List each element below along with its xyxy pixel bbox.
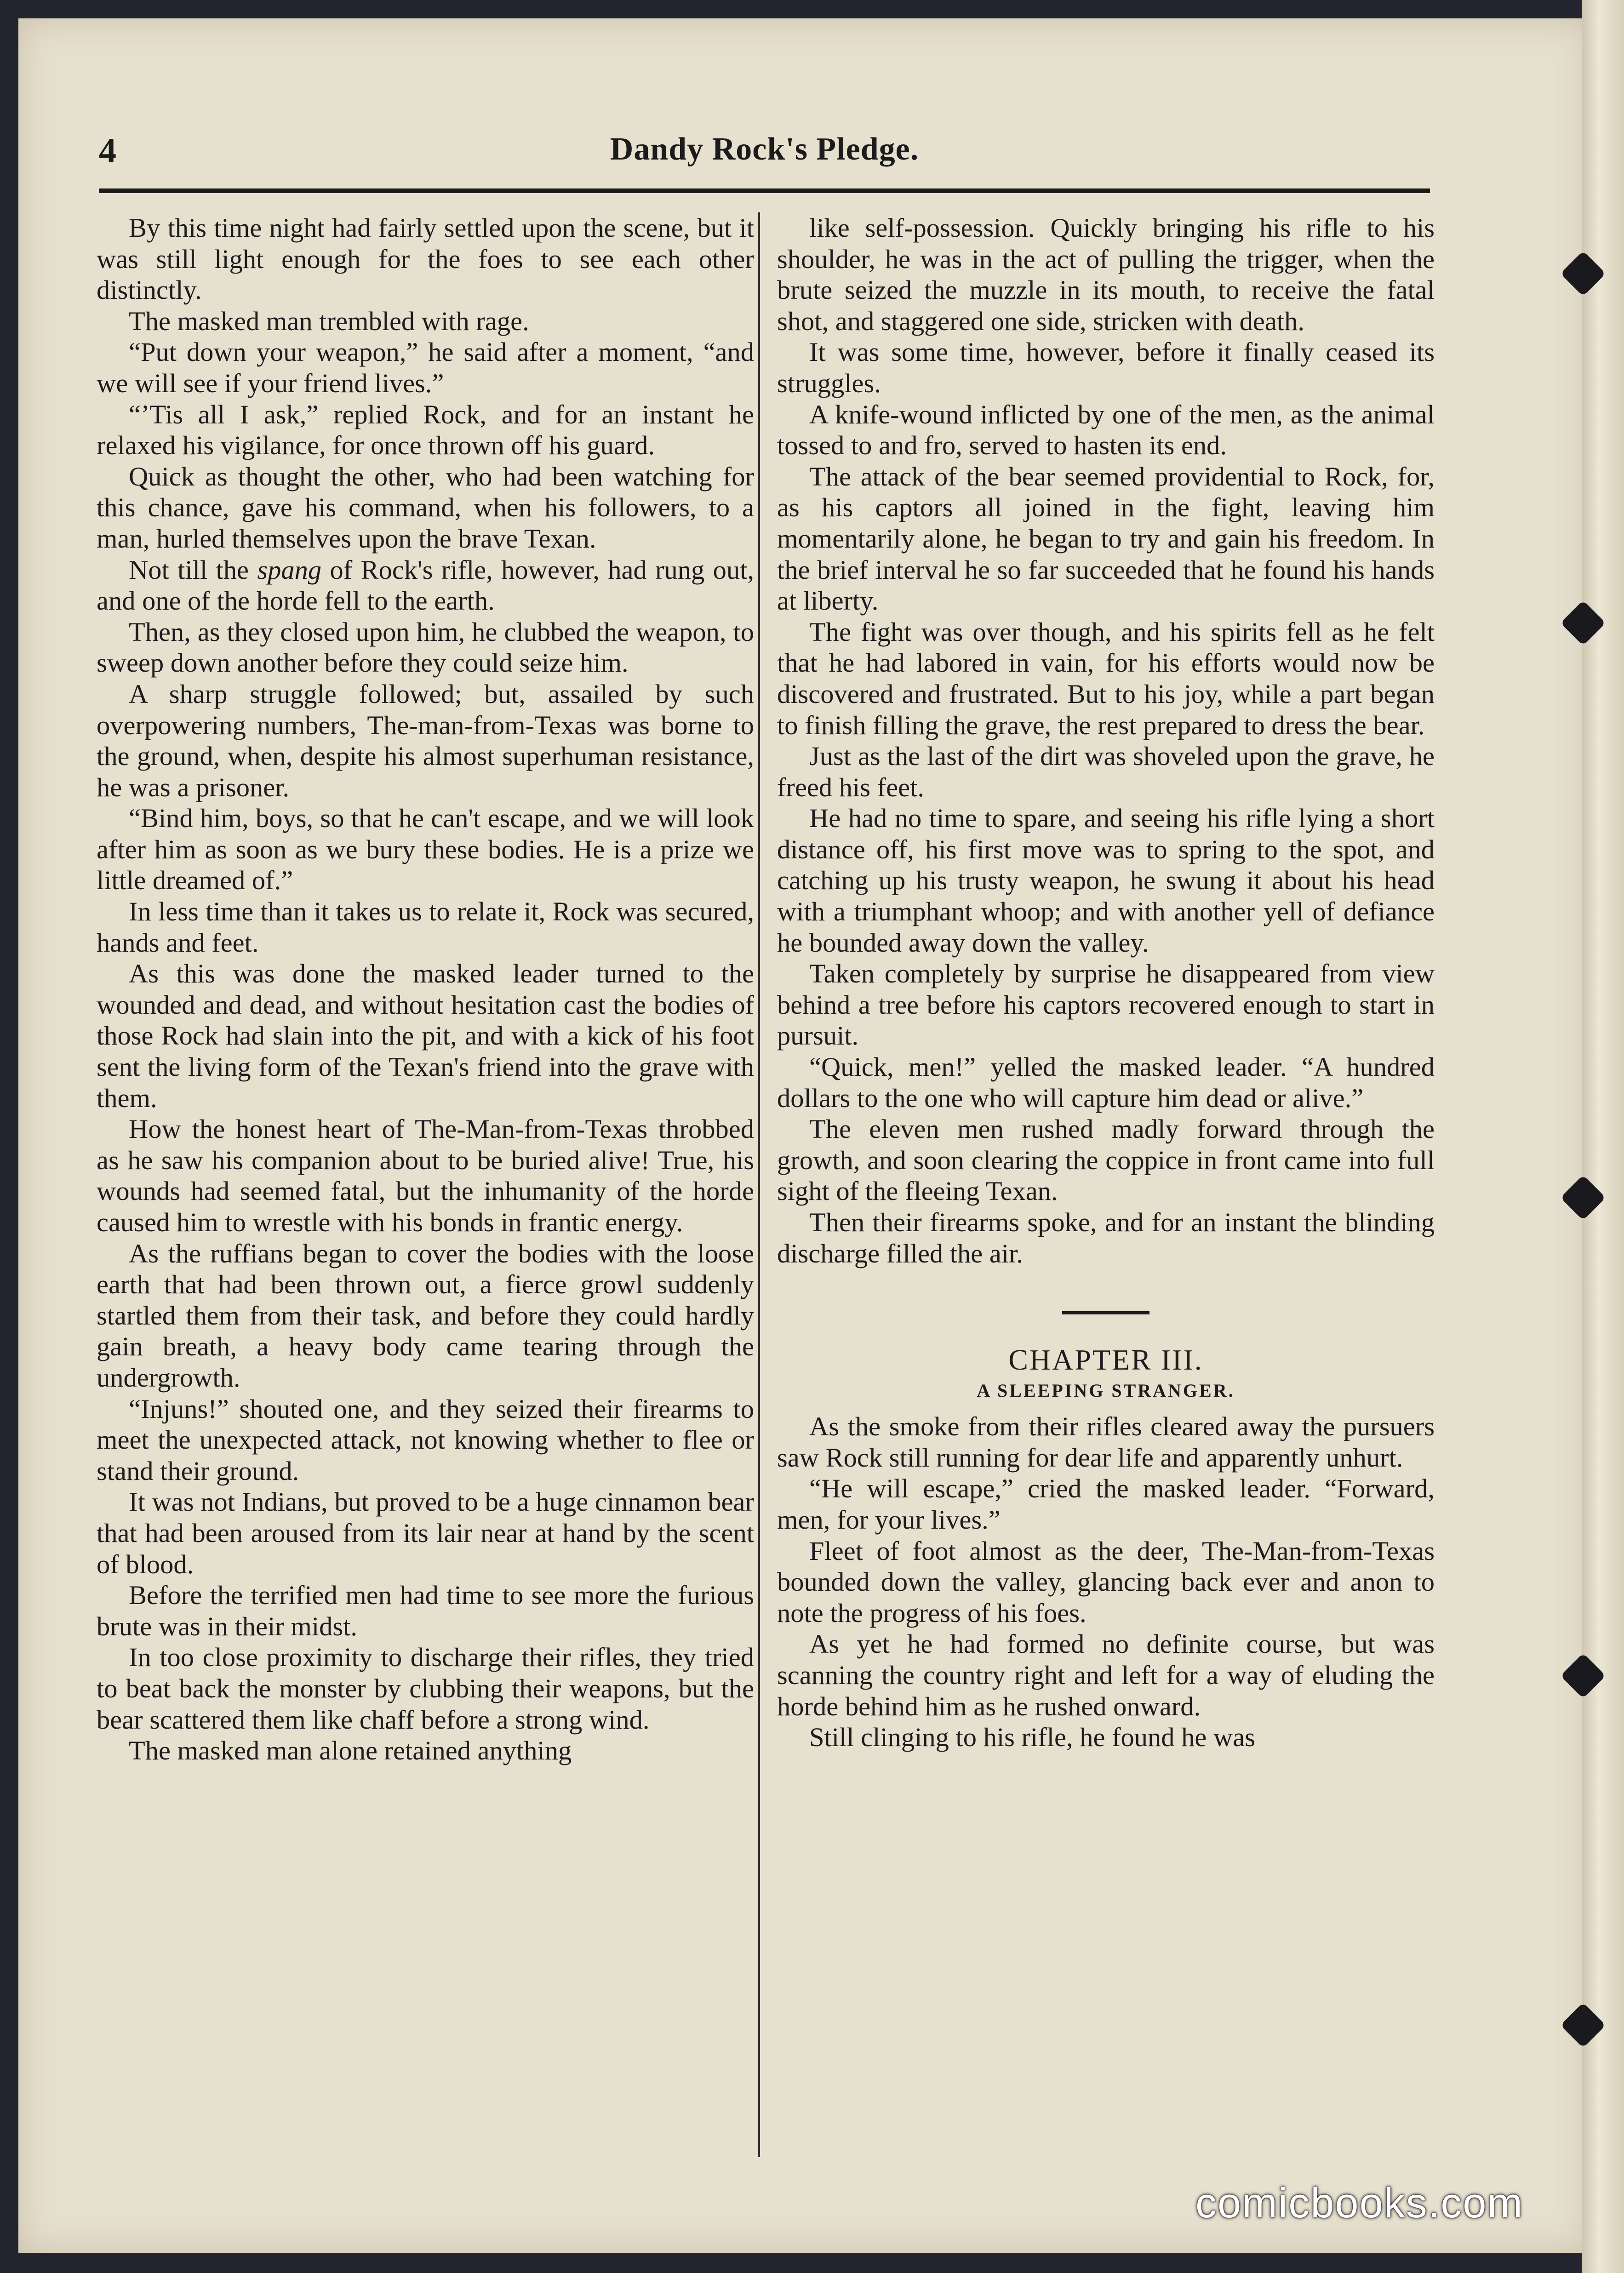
chapter-separator — [1062, 1311, 1149, 1314]
paragraph: By this time night had fairly settled upon the scene, but it was still light enough for the foes to see each other distinctly. — [97, 213, 754, 305]
paragraph: Quick as thought the other, who had been watching for this chance, gave his command, when his followers, to a man, hurled themselves upon the brave Texan. — [97, 461, 754, 554]
chapter-subtitle: A SLEEPING STRANGER. — [977, 1380, 1235, 1401]
right-column — [777, 212, 1435, 2185]
running-title: Dandy Rock's Pledge. — [610, 131, 919, 167]
paragraph: “Put down your weapon,” he said after a moment, “and we will see if your friend lives.” — [97, 337, 754, 398]
paragraph: It was not Indians, but proved to be a huge cinnamon bear that had been aroused from its lair near at hand by the scent of blood. — [97, 1487, 754, 1579]
paragraph: How the honest heart of The-Man-from-Texas throbbed as he saw his companion about to be buried alive! True, his wounds had seemed fatal, but the inhumanity of the horde caused him to wrestle with his bonds in frantic energy. — [97, 1114, 754, 1237]
left-column — [97, 212, 754, 2185]
paragraph: “’Tis all I ask,” replied Rock, and for an instant he relaxed his vigilance, for once thrown off his guard. — [97, 399, 754, 461]
paragraph: A knife-wound inflicted by one of the men, as the animal tossed to and fro, served to hasten its end. — [777, 399, 1435, 461]
header-rule — [99, 188, 1430, 193]
paragraph: A sharp struggle followed; but, assailed by such overpowering numbers, The-man-from-Texas was borne to the ground, when, despite his almost superhuman resistance, he was a prisoner. — [97, 679, 754, 802]
column-rule — [758, 212, 760, 2157]
paragraph: He had no time to spare, and seeing his rifle lying a short distance off, his first move was to spring to the spot, and catching up his trusty weapon, he swung it about his head with a triumphant whoop; and with another yell of defiance he bounded away down the valley. — [777, 803, 1435, 958]
paragraph: “Injuns!” shouted one, and they seized their firearms to meet the unexpected attack, not knowing whether to flee or stand their ground. — [97, 1393, 754, 1486]
paragraph: As the ruffians began to cover the bodies with the loose earth that had been thrown out, a fierce growl suddenly startled them from their task, and before they could hardly gain breath, a heavy body came tearing through the undergrowth. — [97, 1238, 754, 1393]
paragraph: It was some time, however, before it finally ceased its struggles. — [777, 337, 1435, 398]
paragraph: The attack of the bear seemed providential to Rock, for, as his captors all joined in the fight, leaving him momentarily alone, he began to try and gain his freedom. In the brief interval he so far succeeded that he found his hands at liberty. — [777, 461, 1435, 616]
page-header — [99, 131, 1430, 182]
paragraph: As the smoke from their rifles cleared away the pursuers saw Rock still running for dear life and apparently unhurt. — [777, 1411, 1435, 1473]
paragraph: Fleet of foot almost as the deer, The-Man-from-Texas bounded down the valley, glancing back ever and anon to note the progress of his foes. — [777, 1536, 1435, 1628]
paragraph: In too close proximity to discharge their rifles, they tried to beat back the monster by clubbing their weapons, but the bear scattered them like chaff before a strong wind. — [97, 1642, 754, 1735]
paragraph — [97, 554, 754, 617]
paragraph: Still clinging to his rifle, he found he was — [809, 1722, 1255, 1753]
page-number: 4 — [99, 131, 116, 170]
paragraph: As yet he had formed no definite course, but was scanning the country right and left for a way of eluding the horde behind him as he rushed onward. — [777, 1629, 1435, 1721]
paragraph: “He will escape,” cried the masked leader. “Forward, men, for your lives.” — [777, 1473, 1435, 1535]
paragraph: The eleven men rushed madly forward through the growth, and soon clearing the coppice in front came into full sight of the fleeing Texan. — [777, 1114, 1435, 1206]
italic-word: spang — [257, 554, 322, 585]
watermark: comicbooks.com — [1195, 2180, 1524, 2227]
text-run: Not till the — [129, 554, 257, 585]
paragraph: The masked man trembled with rage. — [129, 306, 529, 336]
paragraph: The masked man alone retained anything — [129, 1736, 572, 1766]
chapter-title: CHAPTER III. — [1008, 1343, 1203, 1376]
paragraph: Then their firearms spoke, and for an instant the blinding discharge filled the air. — [777, 1207, 1435, 1268]
page-edge — [1582, 0, 1624, 2273]
paragraph: “Quick, men!” yelled the masked leader. “A hundred dollars to the one who will capture him dead or alive.” — [777, 1052, 1435, 1113]
paragraph: The fight was over though, and his spirits fell as he felt that he had labored in vain, for his efforts would now be discovered and frustrated. But to his joy, while a part began to finish filling the grave, the rest prepared to dress the bear. — [777, 617, 1435, 740]
paragraph: Before the terrified men had time to see more the furious brute was in their midst. — [97, 1580, 754, 1641]
paragraph: “Bind him, boys, so that he can't escape, and we will look after him as soon as we bury these bodies. He is a prize we little dreamed of.” — [97, 803, 754, 896]
paragraph: In less time than it takes us to relate it, Rock was secured, hands and feet. — [97, 897, 754, 958]
text-run: of Rock's rifle, however, had rung out, and one of the horde fell to the earth. — [97, 554, 754, 616]
paragraph: Then, as they closed upon him, he clubbed the weapon, to sweep down another before they could seize him. — [97, 617, 754, 678]
paragraph: Taken completely by surprise he disappeared from view behind a tree before his captors recovered enough to start in pursuit. — [777, 959, 1435, 1051]
paragraph: As this was done the masked leader turned to the wounded and dead, and without hesitation cast the bodies of those Rock had slain into the pit, and with a kick of his foot sent the living form of the Texan's friend into the grave with them. — [97, 959, 754, 1113]
paragraph: Just as the last of the dirt was shoveled upon the grave, he freed his feet. — [777, 741, 1435, 802]
paragraph: like self-possession. Quickly bringing his rifle to his shoulder, he was in the act of pulling the trigger, when the brute seized the muzzle in its mouth, to receive the fatal shot, and staggered one side, stricken with death. — [777, 213, 1435, 336]
